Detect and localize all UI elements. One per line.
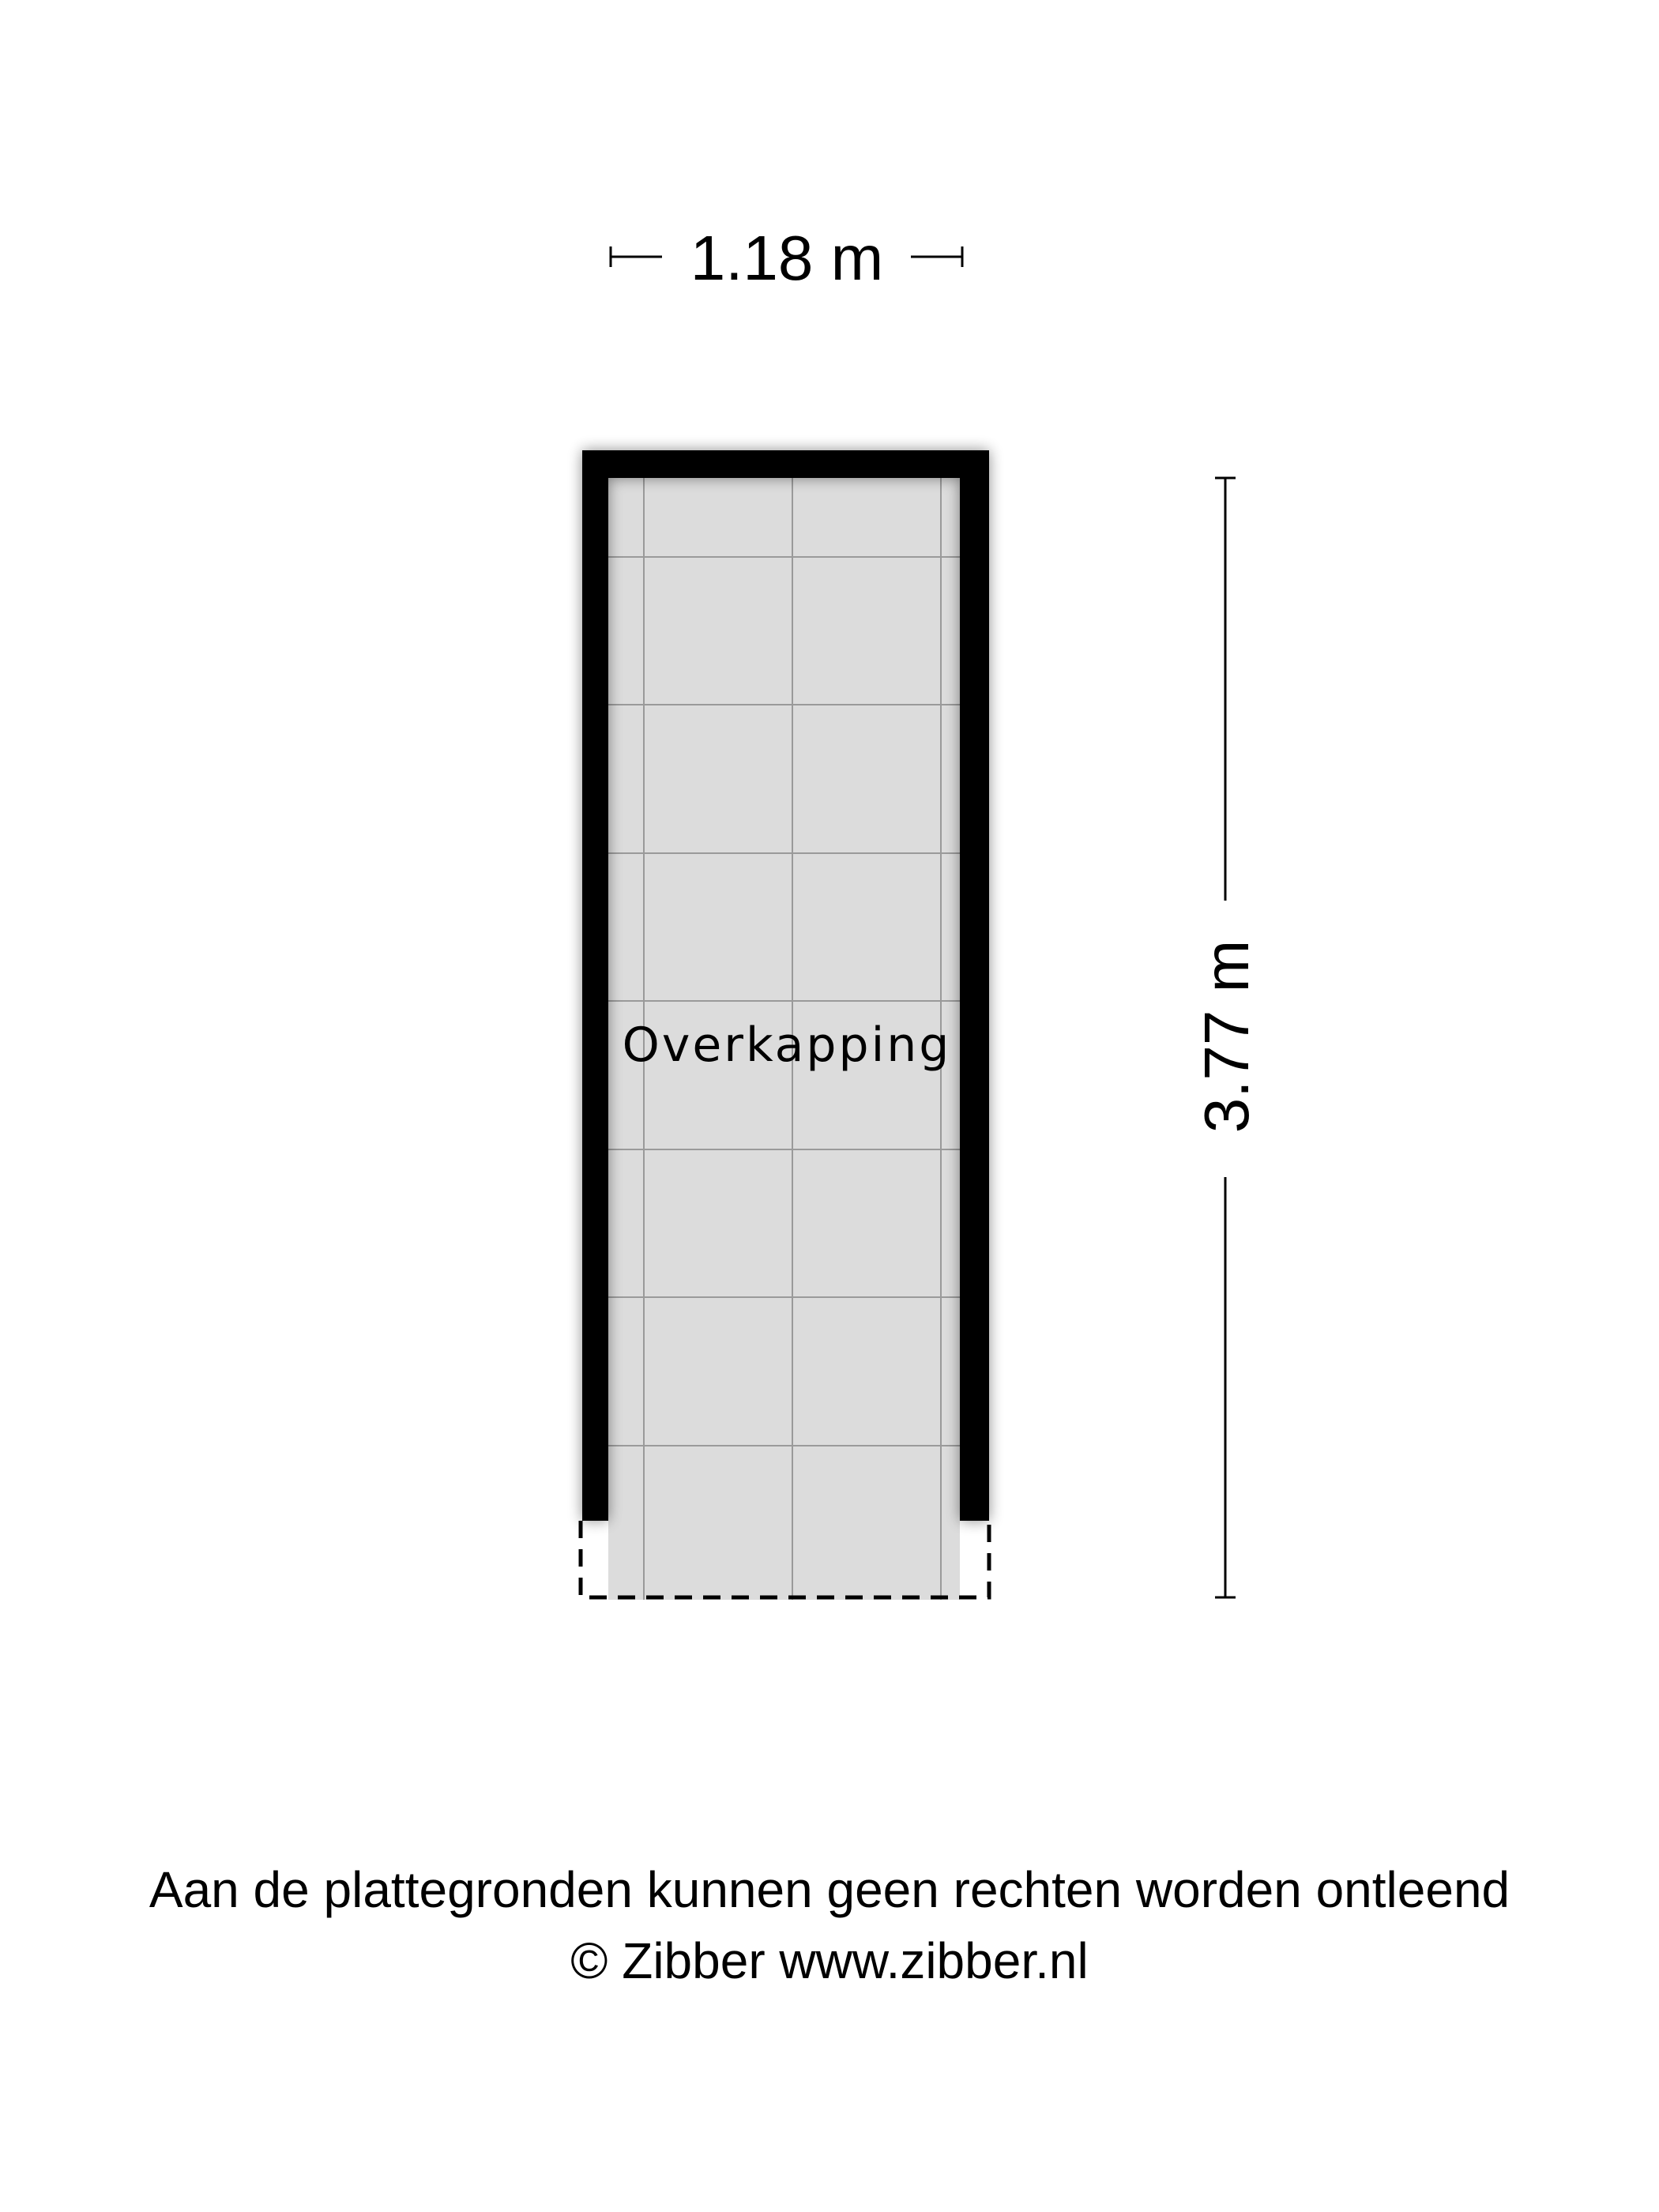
copyright-text: © Zibber www.zibber.nl bbox=[570, 1932, 1089, 1989]
height-label: 3.77 m bbox=[1191, 939, 1262, 1134]
width-label: 1.18 m bbox=[690, 223, 884, 293]
disclaimer-text: Aan de plattegronden kunnen geen rechten worden ontleend bbox=[149, 1861, 1510, 1918]
room-label-overkapping: Overkapping bbox=[622, 1018, 952, 1073]
